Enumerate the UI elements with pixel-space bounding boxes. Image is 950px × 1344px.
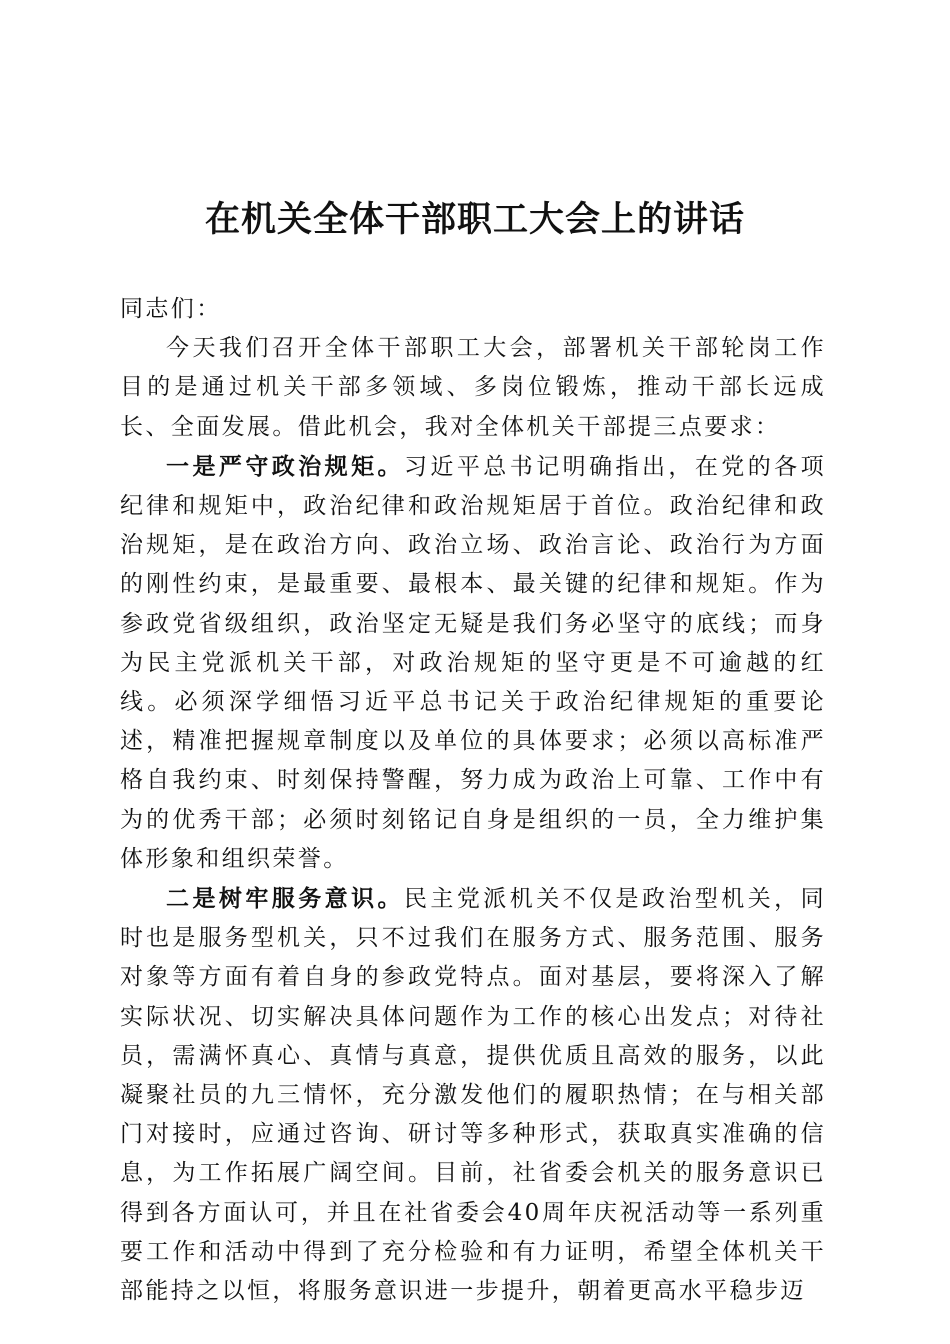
point-text-1: 习近平总书记明确指出，在党的各项纪律和规矩中，政治纪律和政治规矩居于首位。政治纪律和政治规矩，是在政治方向、政治立场、政治言论、政治行为方面的刚性约束，是最重要、最根本、最关键的纪律和规矩。作为参政党省级组织，政治坚定无疑是我们务必坚守的底线；而身为民主党派机关干部，对政治规矩的坚守更是不可逾越的红线。必须深学细悟习近平总书记关于政治纪律规矩的重要论述，精准把握规章制度以及单位的具体要求；必须以高标准严格自我约束、时刻保持警醒，努力成为政治上可靠、工作中有为的优秀干部；必须时刻铭记自身是组织的一员，全力维护集体形象和组织荣誉。 bbox=[120, 453, 826, 872]
salutation: 同志们： bbox=[120, 296, 222, 322]
point-text-2: 民主党派机关不仅是政治型机关，同时也是服务型机关，只不过我们在服务方式、服务范围、服务对象等方面有着自身的参政党特点。面对基层，要将深入了解实际状况、切实解决具体问题作为工作的核心出发点；对待社员，需满怀真心、真情与真意，提供优质且高效的服务，以此凝聚社员的九三情怀，充分激发他们的履职热情；在与相关部门对接时，应通过咨询、研讨等多种形式，获取真实准确的信息，为工作拓展广阔空间。目前，社省委会机关的服务意识已得到各方面认可，并且在社省委会40周年庆祝活动等一系列重要工作和活动中得到了充分检验和有力证明，希望全体机关干部能持之以恒，将服务意识进一步提升，朝着更高水平稳步迈 bbox=[120, 886, 826, 1305]
point-paragraph-1 bbox=[120, 447, 826, 879]
point-paragraph-2 bbox=[120, 879, 826, 1311]
document-body bbox=[120, 290, 826, 1311]
point-heading-1: 一是严守政治规矩。 bbox=[166, 452, 404, 480]
point-heading-2: 二是树牢服务意识。 bbox=[166, 885, 404, 913]
intro-paragraph: 今天我们召开全体干部职工大会，部署机关干部轮岗工作目的是通过机关干部多领域、多岗位锻炼，推动干部长远成长、全面发展。借此机会，我对全体机关干部提三点要求： bbox=[120, 335, 826, 440]
document-title: 在机关全体干部职工大会上的讲话 bbox=[204, 199, 745, 240]
